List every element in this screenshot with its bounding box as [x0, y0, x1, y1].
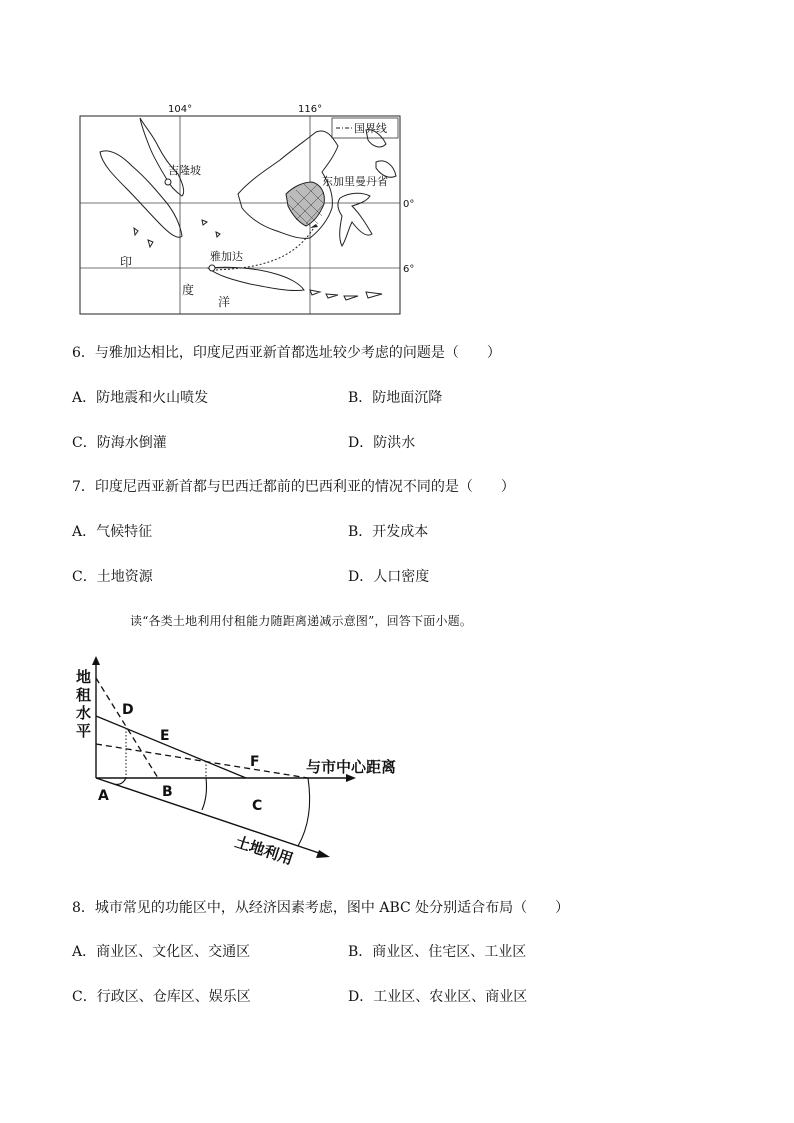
arc-c	[298, 778, 310, 846]
land-use-label: 土地利用	[232, 832, 296, 869]
relocation-arrow	[216, 224, 316, 270]
question-8-option-d[interactable]: D．工业区、农业区、商业区	[348, 989, 528, 1005]
point-e-label: E	[160, 728, 170, 744]
indonesia-map	[70, 100, 415, 318]
lat-label-6: 6°	[403, 264, 415, 275]
ocean-char-3: 洋	[218, 295, 231, 309]
jakarta-marker	[209, 265, 215, 271]
small-islands	[134, 220, 220, 247]
kuala-lumpur-marker	[165, 179, 171, 185]
question-6-option-a[interactable]: A．防地震和火山喷发	[72, 390, 209, 406]
y-axis-char-2: 租	[76, 686, 92, 704]
ocean-char-2: 度	[182, 283, 195, 297]
question-6-stem: 6．与雅加达相比，印度尼西亚新首都选址较少考虑的问题是（ ）	[72, 345, 501, 361]
question-7-option-b[interactable]: B．开发成本	[348, 524, 429, 540]
curve-d-dashed	[96, 678, 158, 778]
sulawesi-island	[338, 193, 372, 246]
map-frame	[80, 116, 400, 314]
jakarta-label: 雅加达	[210, 250, 243, 263]
land-use-axis	[96, 778, 322, 854]
east-kalimantan-label: 东加里曼丹省	[322, 175, 388, 188]
question-7-option-c[interactable]: C．土地资源	[72, 569, 153, 585]
curve-f-dashed	[96, 744, 308, 778]
malay-peninsula	[140, 118, 184, 196]
arc-a	[114, 778, 126, 784]
point-f-label: F	[250, 754, 260, 770]
question-6-option-d[interactable]: D．防洪水	[348, 435, 416, 451]
diagram-intro: 读“各类土地利用付租能力随距离递减示意图”，回答下面小题。	[130, 614, 473, 628]
land-use-arrow-icon	[316, 850, 330, 858]
question-8-option-c[interactable]: C．行政区、仓库区、娱乐区	[72, 989, 251, 1005]
question-6-option-b[interactable]: B．防地面沉降	[348, 390, 443, 406]
land-rent-diagram	[66, 650, 416, 870]
point-d-label: D	[122, 702, 134, 718]
kuala-lumpur-label: 吉隆坡	[168, 164, 201, 177]
point-c-label: C	[252, 798, 263, 814]
lon-label-104: 104°	[168, 104, 193, 115]
question-7-option-d[interactable]: D．人口密度	[348, 569, 430, 585]
question-8-option-b[interactable]: B．商业区、住宅区、工业区	[348, 944, 527, 960]
arc-b	[202, 778, 207, 810]
lon-label-116: 116°	[298, 104, 323, 115]
question-8-option-a[interactable]: A．商业区、文化区、交通区	[72, 944, 251, 960]
sunda-islands	[310, 290, 382, 300]
y-axis-arrow-icon	[92, 656, 100, 665]
east-kalimantan-area	[286, 182, 324, 226]
x-axis-label: 与市中心距离	[306, 758, 397, 776]
arrow-head-icon	[310, 224, 318, 228]
question-8-stem: 8．城市常见的功能区中，从经济因素考虑，图中 ABC 处分别适合布局（ ）	[72, 900, 570, 916]
y-axis-char-1: 地	[76, 668, 92, 686]
question-7-stem: 7．印度尼西亚新首都与巴西迁都前的巴西利亚的情况不同的是（ ）	[72, 479, 515, 495]
java-island	[208, 267, 304, 290]
ocean-char-1: 印	[120, 255, 133, 269]
point-a-label: A	[98, 788, 109, 804]
point-b-label: B	[162, 784, 173, 800]
legend-label: 国界线	[354, 122, 387, 135]
lat-label-0: 0°	[403, 199, 415, 210]
y-axis-char-3: 水	[76, 704, 92, 722]
question-7-option-a[interactable]: A．气候特征	[72, 524, 153, 540]
y-axis-char-4: 平	[76, 722, 92, 740]
question-6-option-c[interactable]: C．防海水倒灌	[72, 435, 167, 451]
